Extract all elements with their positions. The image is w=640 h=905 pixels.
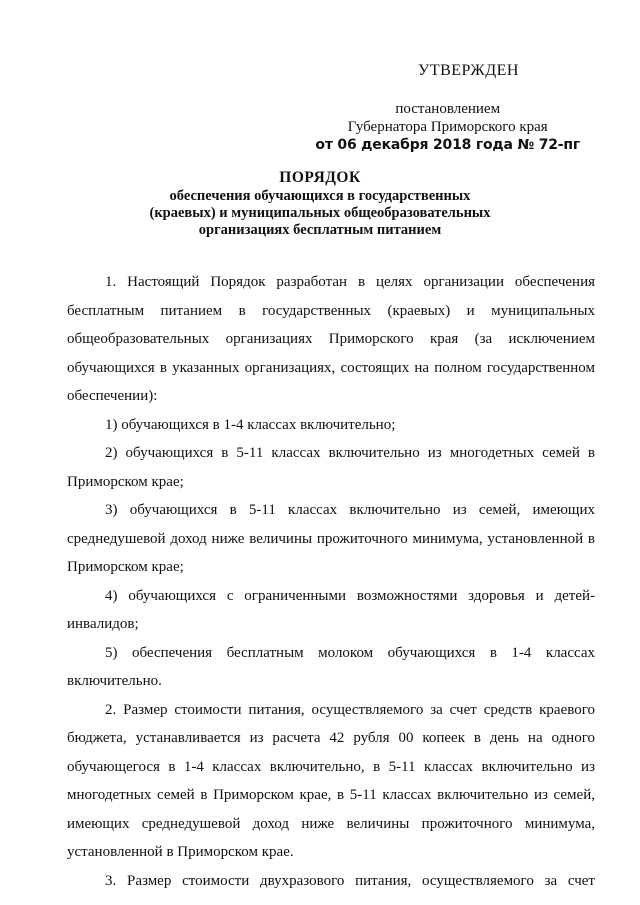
title-sub-line-3: организациях бесплатным питанием bbox=[198, 222, 442, 238]
approval-stamp-date: от 06 декабря 2018 года № 72-пг bbox=[315, 137, 580, 153]
title-sub-line-1: обеспечения обучающихся в государственных bbox=[169, 188, 471, 204]
title-main: ПОРЯДОК bbox=[279, 169, 361, 186]
title-sub-line-2: (краевых) и муниципальных общеобразовательных bbox=[149, 205, 491, 221]
list-item-2: 2) обучающихся в 5-11 классах включительно из многодетных семей в Приморском крае; bbox=[67, 445, 595, 490]
list-item-3: 3) обучающихся в 5-11 классах включительно из семей, имеющих среднедушевой доход ниже величины прожиточного минимума, установленной в Приморском крае; bbox=[67, 502, 595, 575]
approval-line-2: Губернатора Приморского края bbox=[347, 119, 548, 135]
list-item-1: 1) обучающихся в 1-4 классах включительно; bbox=[105, 416, 396, 433]
approval-line-1: постановлением bbox=[395, 101, 501, 117]
paragraph-1: 1. Настоящий Порядок разработан в целях организации обеспечения бесплатным питанием в государственных (краевых) и муниципальных общеобразовательных организациях Приморского края (за исключением обучающихся в указанных организациях, состоящих на полном государственном обеспечении): bbox=[67, 274, 595, 404]
document-title bbox=[0, 168, 640, 239]
paragraph-3: 3. Размер стоимости двухразового питания, осуществляемого за счет bbox=[105, 872, 595, 889]
approval-heading: УТВЕРЖДЕН bbox=[418, 62, 519, 79]
paragraph-2: 2. Размер стоимости питания, осуществляемого за счет средств краевого бюджета, устанавливается из расчета 42 рубля 00 копеек в день на одного обучающегося в 1-4 классах включительно, в 5-11 классах включительно из многодетных семей в Приморском крае, в 5-11 классах включительно из семей, имеющих среднедушевой доход ниже величины прожиточного минимума, установленной в Приморском крае. bbox=[67, 701, 595, 860]
document-body bbox=[67, 268, 595, 895]
list-item-5: 5) обеспечения бесплатным молоком обучающихся в 1-4 классах включительно. bbox=[67, 644, 595, 689]
list-item-4: 4) обучающихся с ограниченными возможностями здоровья и детей-инвалидов; bbox=[67, 587, 595, 632]
approval-block bbox=[315, 100, 580, 154]
